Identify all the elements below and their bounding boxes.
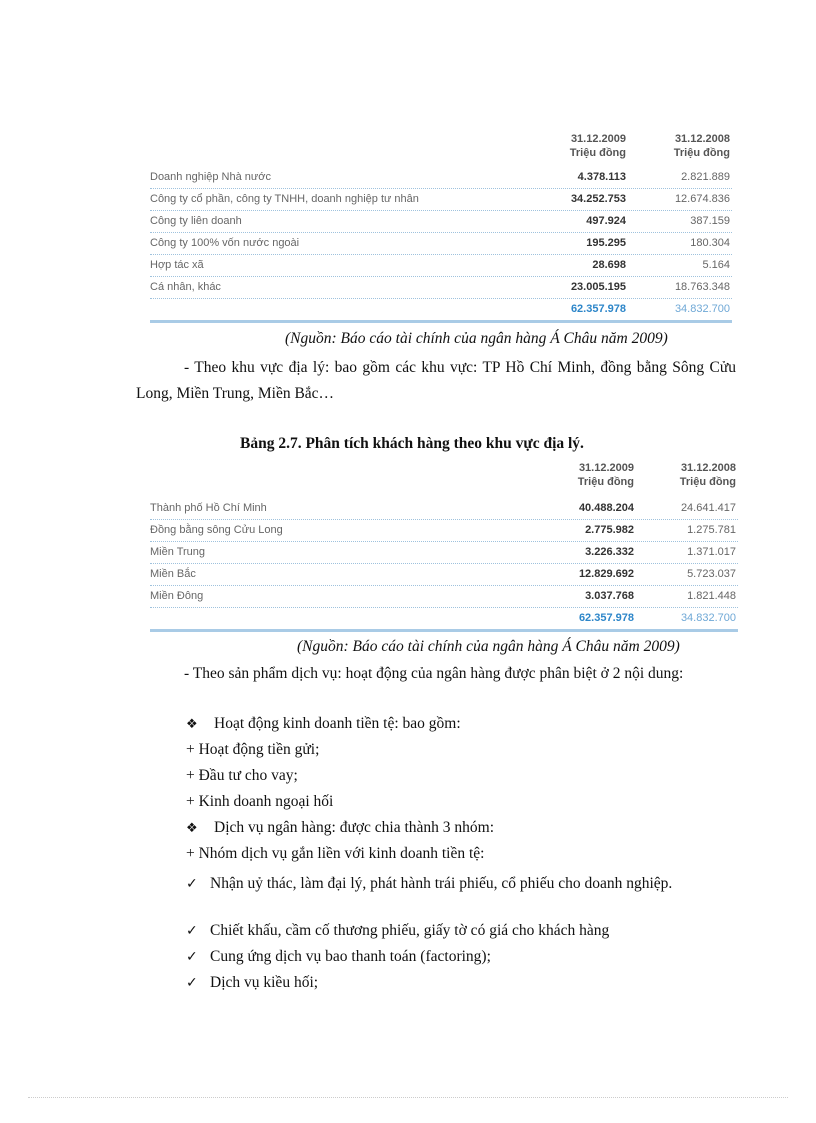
table-row: Công ty liên doanh 497.924 387.159	[150, 210, 732, 233]
table-row: Công ty cổ phần, công ty TNHH, doanh nghiệp tư nhân 34.252.753 12.674.836	[150, 188, 732, 211]
diamond-bullet-icon: ❖	[186, 717, 198, 732]
region-table	[150, 461, 738, 637]
check-icon: ✓	[186, 923, 198, 939]
list-item: + Hoạt động tiền gửi;	[186, 741, 320, 758]
check-icon: ✓	[186, 949, 198, 965]
table-total-row: 62.357.978 34.832.700	[150, 298, 732, 323]
diamond-bullet-icon: ❖	[186, 821, 198, 836]
table-row: Miền Bắc 12.829.692 5.723.037	[150, 563, 738, 586]
table-caption: Bảng 2.7. Phân tích khách hàng theo khu vực địa lý.	[240, 435, 584, 452]
bullet-item: ❖ Hoạt động kinh doanh tiền tệ: bao gồm:	[186, 715, 461, 732]
table-row: Doanh nghiệp Nhà nước 4.378.113 2.821.889	[150, 166, 732, 189]
source-note-1: (Nguồn: Báo cáo tài chính của ngân hàng Á Châu năm 2009)	[285, 330, 668, 347]
check-item: ✓ Cung ứng dịch vụ bao thanh toán (factoring);	[186, 948, 491, 965]
table-row: Hợp tác xã 28.698 5.164	[150, 254, 732, 277]
customer-type-table	[150, 132, 732, 324]
table-row: Miền Đông 3.037.768 1.821.448	[150, 585, 738, 608]
list-item: + Kinh doanh ngoại hối	[186, 793, 334, 810]
header-col-2008: 31.12.2008 Triệu đồng	[679, 462, 736, 488]
bullet-item: ❖ Dịch vụ ngân hàng: được chia thành 3 nhóm:	[186, 819, 495, 836]
page-footer-divider	[28, 1097, 788, 1098]
table-row: Công ty 100% vốn nước ngoài 195.295 180.304	[150, 232, 732, 255]
table-row: Thành phố Hồ Chí Minh 40.488.204 24.641.417	[150, 497, 738, 520]
region-paragraph: - Theo khu vực địa lý: bao gồm các khu vực: TP Hồ Chí Minh, đồng bằng Sông Cửu Long, Miền Trung, Miền Bắc…	[136, 359, 736, 402]
check-item: ✓ Chiết khấu, cầm cố thương phiếu, giấy tờ có giá cho khách hàng	[186, 922, 610, 939]
list-item: + Nhóm dịch vụ gắn liền với kinh doanh tiền tệ:	[186, 845, 485, 862]
source-note-2: (Nguồn: Báo cáo tài chính của ngân hàng Á Châu năm 2009)	[297, 638, 680, 655]
header-col-2009: 31.12.2009 Triệu đồng	[577, 462, 634, 488]
header-col-2009: 31.12.2009 Triệu đồng	[569, 133, 626, 159]
product-paragraph: - Theo sản phẩm dịch vụ: hoạt động của ngân hàng được phân biệt ở 2 nội dung:	[184, 665, 684, 682]
table-total-row: 62.357.978 34.832.700	[150, 607, 738, 632]
check-item: ✓ Dịch vụ kiều hối;	[186, 974, 319, 991]
table-row: Đồng bằng sông Cửu Long 2.775.982 1.275.781	[150, 519, 738, 542]
check-icon: ✓	[186, 876, 198, 892]
header-col-2008: 31.12.2008 Triệu đồng	[673, 133, 730, 159]
table-row: Cá nhân, khác 23.005.195 18.763.348	[150, 276, 732, 299]
table-row: Miền Trung 3.226.332 1.371.017	[150, 541, 738, 564]
list-item: + Đầu tư cho vay;	[186, 767, 298, 784]
check-icon: ✓	[186, 975, 198, 991]
check-item: ✓ Nhận uỷ thác, làm đại lý, phát hành trái phiếu, cổ phiếu cho doanh nghiệp.	[136, 871, 736, 897]
